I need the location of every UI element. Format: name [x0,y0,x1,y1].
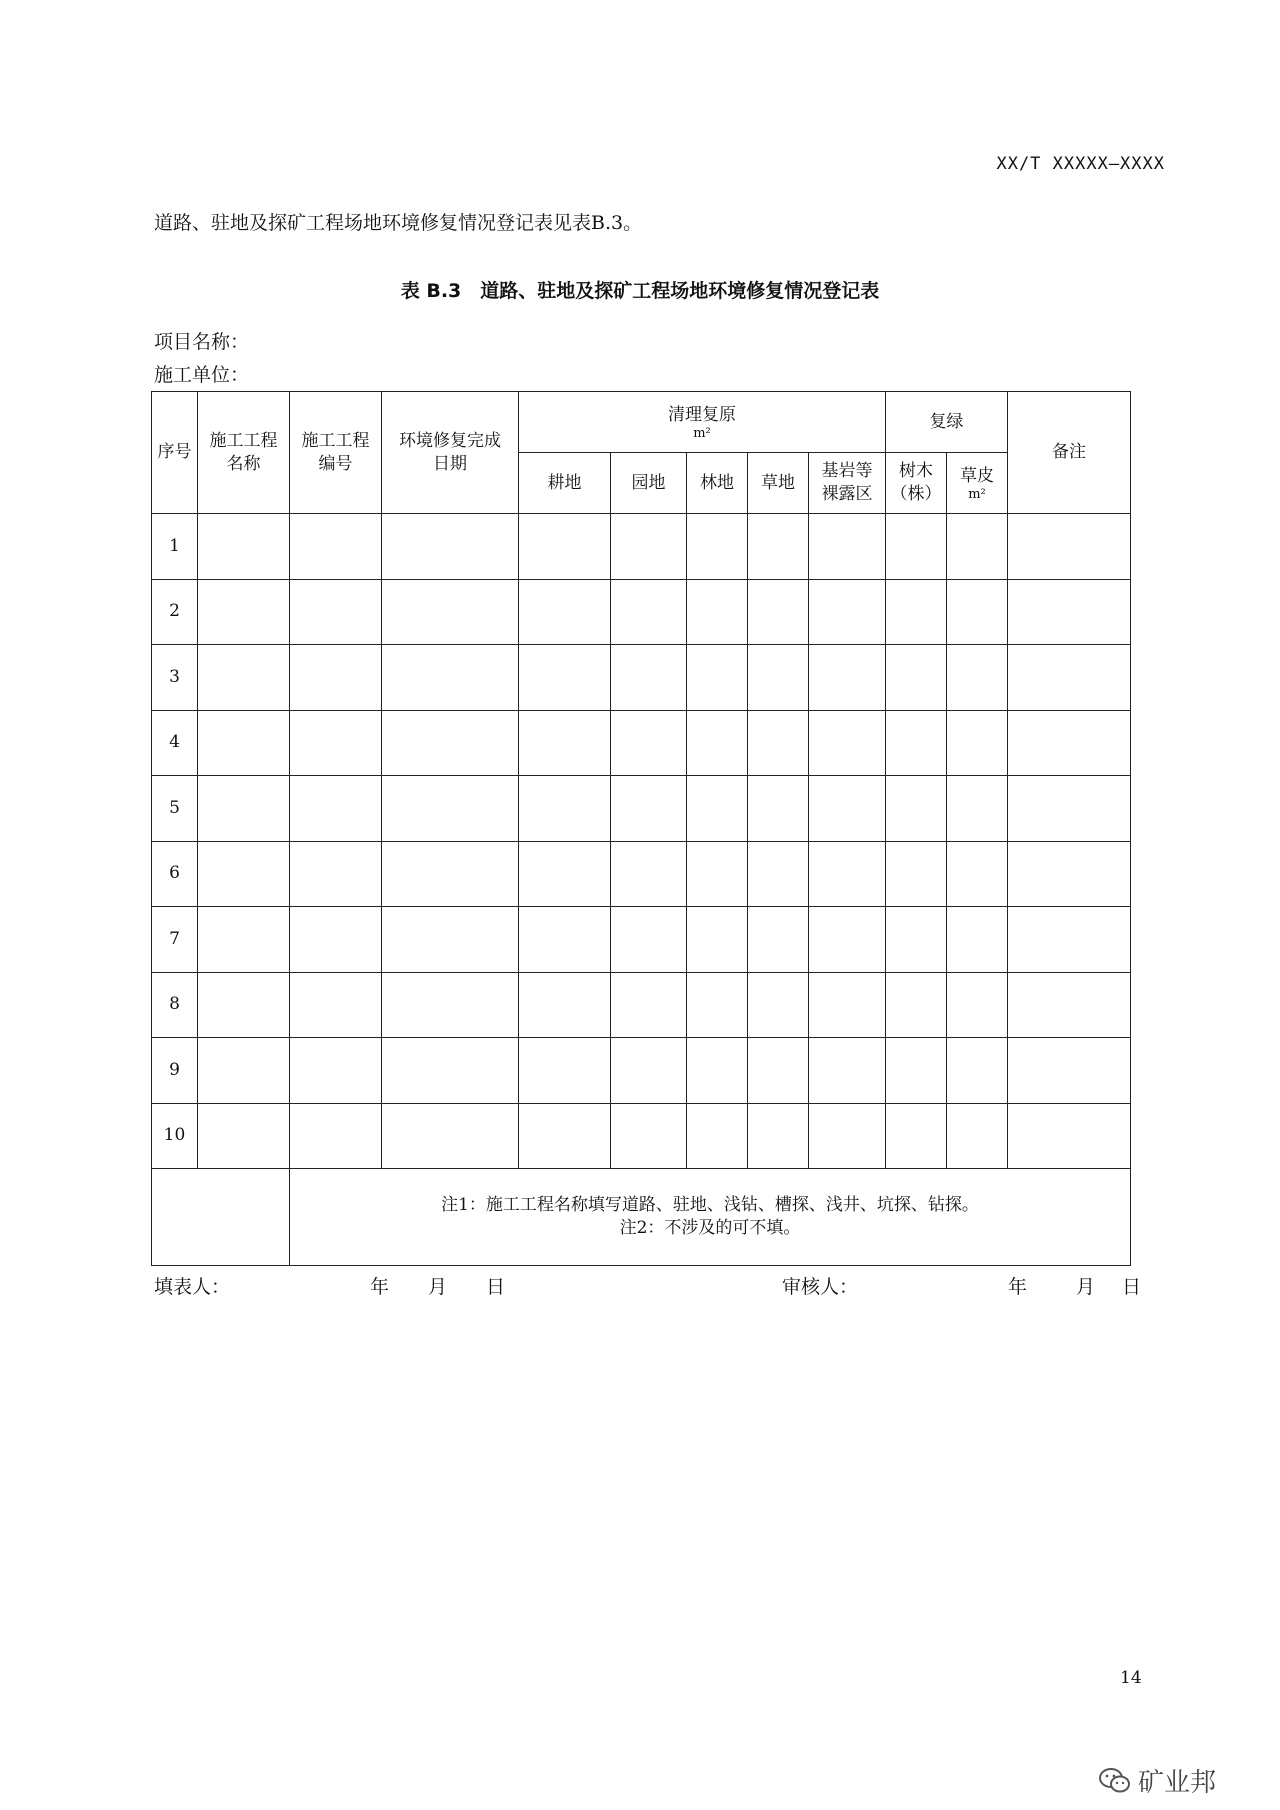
note-2: 注2：不涉及的可不填。 [619,1218,801,1238]
row-number: 3 [152,645,198,711]
table-cell [611,645,687,711]
table-cell [1008,1038,1131,1104]
table-cell [947,907,1008,973]
watermark [1098,1762,1216,1799]
row-number: 1 [152,514,198,580]
row-number: 5 [152,776,198,842]
table-cell [290,645,382,711]
table-cell [611,776,687,842]
table-cell [947,972,1008,1038]
header-finish-date: 环境修复完成 日期 [382,392,519,514]
table-cell [198,1103,290,1169]
table-cell [809,972,886,1038]
table-cell [809,907,886,973]
table-cell [198,972,290,1038]
table-cell [886,710,947,776]
table-cell [382,579,519,645]
table-cell [886,1038,947,1104]
table-cell [947,710,1008,776]
table-row [152,972,1131,1038]
table-cell [290,841,382,907]
header-trees: 树木 （株） [886,453,947,514]
table-cell [198,645,290,711]
table-cell [1008,907,1131,973]
notes-cell [290,1169,1131,1266]
table-row [152,645,1131,711]
table-cell [290,972,382,1038]
table-cell [198,579,290,645]
table-cell [886,776,947,842]
table-cell [687,710,748,776]
table-cell [809,1103,886,1169]
table-cell [687,841,748,907]
table-cell [519,579,611,645]
project-name-label: 项目名称： [154,331,250,353]
table-row [152,514,1131,580]
table-cell [886,972,947,1038]
page-number: 14 [1120,1668,1142,1688]
note-1: 注1：施工工程名称填写道路、驻地、浅钻、槽探、浅井、坑探、钻探。 [441,1195,979,1215]
table-cell [1008,1103,1131,1169]
registration-table [151,391,1131,1266]
table-cell [519,776,611,842]
table-cell [748,841,809,907]
table-cell [809,1038,886,1104]
table-cell [382,841,519,907]
table-row [152,841,1131,907]
table-cell [519,645,611,711]
table-cell [290,1103,382,1169]
table-cell [290,514,382,580]
table-cell [748,514,809,580]
table-row [152,1103,1131,1169]
table-cell [611,972,687,1038]
header-project-name: 施工工程 名称 [198,392,290,514]
row-number: 4 [152,710,198,776]
table-cell [290,1038,382,1104]
intro-text: 道路、驻地及探矿工程场地环境修复情况登记表见表B.3。 [154,212,643,234]
table-cell [198,776,290,842]
filler-month: 月 [428,1276,448,1298]
table-cell [947,645,1008,711]
table-cell [519,710,611,776]
table-cell [382,776,519,842]
filler-label: 填表人： [154,1276,231,1298]
table-row [152,776,1131,842]
header-seq: 序号 [152,392,198,514]
construction-unit-label: 施工单位： [154,364,250,386]
table-cell [611,1103,687,1169]
table-cell [886,1103,947,1169]
table-cell [382,907,519,973]
table-cell [947,1038,1008,1104]
table-cell [519,841,611,907]
filler-day: 日 [486,1276,506,1298]
table-cell [1008,514,1131,580]
table-cell [382,514,519,580]
table-row [152,1038,1131,1104]
header-regreen: 复绿 [886,392,1008,453]
reviewer-day: 日 [1122,1276,1142,1298]
table-cell [886,514,947,580]
table-cell [687,645,748,711]
table-cell [519,514,611,580]
wechat-icon [1098,1767,1132,1795]
table-cell [886,579,947,645]
standard-code: XX/T XXXXX—XXXX [996,154,1165,174]
table-cell [748,907,809,973]
table-cell [886,645,947,711]
table-cell [809,514,886,580]
table-cell [611,1038,687,1104]
table-row [152,907,1131,973]
table-cell [382,1103,519,1169]
table-cell [809,776,886,842]
table-cell [198,514,290,580]
table-cell [519,972,611,1038]
table-cell [947,1103,1008,1169]
table-cell [947,841,1008,907]
table-cell [687,514,748,580]
table-cell [1008,776,1131,842]
table-cell [748,645,809,711]
turf-unit: m² [968,486,986,502]
row-number: 9 [152,1038,198,1104]
reviewer-label: 审核人： [782,1276,859,1298]
table-cell [687,907,748,973]
reviewer-month: 月 [1076,1276,1096,1298]
table-cell [382,1038,519,1104]
table-cell [1008,972,1131,1038]
table-cell [519,1038,611,1104]
row-number: 8 [152,972,198,1038]
table-cell [382,645,519,711]
filler-year: 年 [370,1276,390,1298]
data-rows [152,514,1131,1169]
row-number: 7 [152,907,198,973]
table-cell [519,1103,611,1169]
table-cell [809,710,886,776]
table-cell [1008,841,1131,907]
table-cell [198,907,290,973]
header-farmland: 耕地 [519,453,611,514]
table-cell [687,1038,748,1104]
table-cell [290,710,382,776]
table-cell [198,841,290,907]
table-cell [947,776,1008,842]
table-cell [809,841,886,907]
table-cell [611,579,687,645]
table-cell [687,1103,748,1169]
row-number: 6 [152,841,198,907]
table-cell [947,579,1008,645]
table-cell [748,1038,809,1104]
header-garden: 园地 [611,453,687,514]
table-cell [519,907,611,973]
note-blank-cell [152,1169,290,1266]
table-cell [198,1038,290,1104]
table-cell [687,972,748,1038]
table-cell [290,907,382,973]
header-bedrock: 基岩等 裸露区 [809,453,886,514]
table-cell [1008,645,1131,711]
table-cell [947,514,1008,580]
table-cell [611,841,687,907]
cleanup-unit: m² [693,425,711,441]
table-cell [687,776,748,842]
table-cell [290,776,382,842]
table-cell [1008,710,1131,776]
watermark-text: 矿业邦 [1138,1768,1217,1798]
header-grassland: 草地 [748,453,809,514]
table-row [152,710,1131,776]
table-cell [886,841,947,907]
table-cell [198,710,290,776]
table-cell [687,579,748,645]
row-number: 2 [152,579,198,645]
header-remarks: 备注 [1008,392,1131,514]
table-cell [611,710,687,776]
table-cell [748,972,809,1038]
table-cell [1008,579,1131,645]
reviewer-year: 年 [1008,1276,1028,1298]
table-title: 表 B.3 道路、驻地及探矿工程场地环境修复情况登记表 [400,280,880,302]
table-row [152,579,1131,645]
table-cell [290,579,382,645]
header-cleanup: 清理复原 m² [519,392,886,453]
table-cell [611,514,687,580]
table-cell [748,1103,809,1169]
table-cell [886,907,947,973]
table-cell [611,907,687,973]
header-forest: 林地 [687,453,748,514]
table-cell [748,579,809,645]
table-cell [809,579,886,645]
header-turf: 草皮 m² [947,453,1008,514]
table-cell [809,645,886,711]
table-cell [748,710,809,776]
table-cell [382,972,519,1038]
row-number: 10 [152,1103,198,1169]
table-cell [748,776,809,842]
table-cell [382,710,519,776]
header-project-number: 施工工程 编号 [290,392,382,514]
